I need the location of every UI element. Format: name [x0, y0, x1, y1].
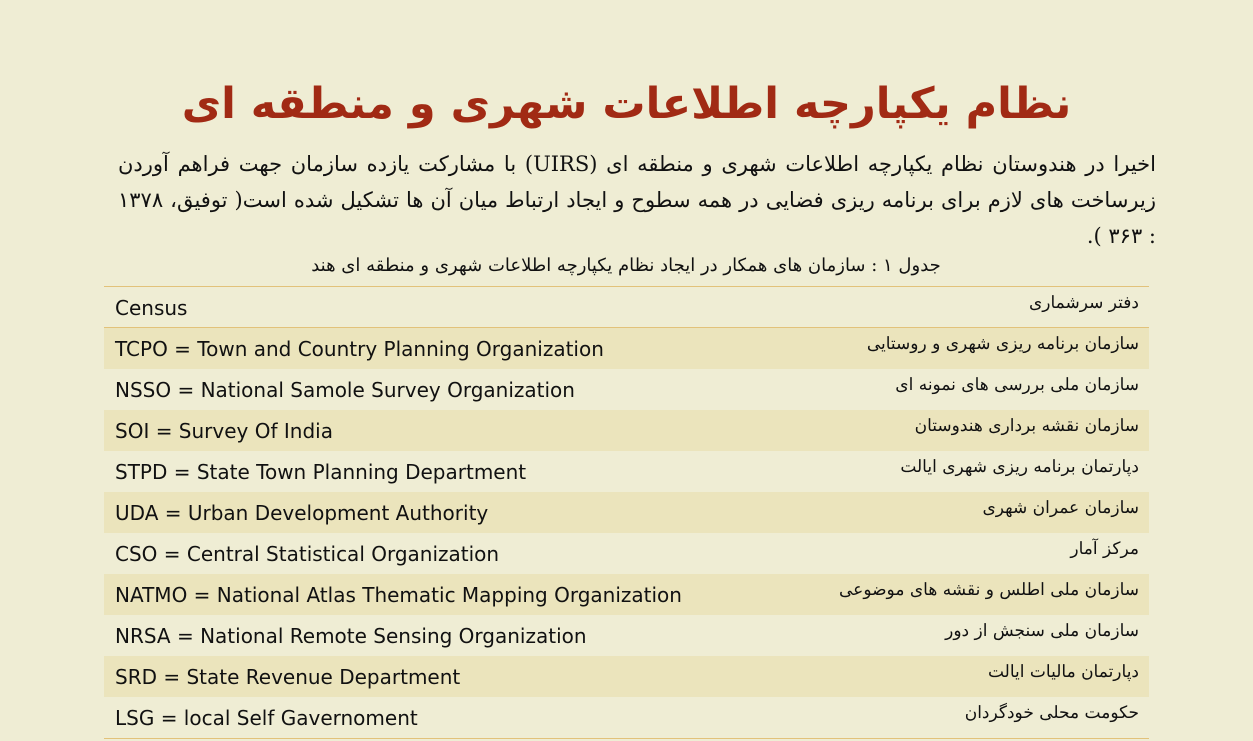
table-caption: جدول ۱ : سازمان های همکار در ایجاد نظام یکپارچه اطلاعات شهری و منطقه ای هند [311, 255, 941, 276]
english-name: NSSO = National Samole Survey Organization [115, 378, 575, 402]
table-row [104, 369, 1149, 410]
table-row [104, 656, 1149, 697]
persian-name: سازمان ملی بررسی های نمونه ای [895, 375, 1139, 395]
table-row [104, 697, 1149, 738]
english-name: TCPO = Town and Country Planning Organization [115, 337, 604, 361]
table-row [104, 328, 1149, 369]
persian-name: سازمان نقشه برداری هندوستان [914, 416, 1139, 436]
english-name: UDA = Urban Development Authority [115, 501, 489, 525]
table-row [104, 410, 1149, 451]
english-name: Census [115, 296, 188, 320]
persian-name: مرکز آمار [1070, 539, 1139, 559]
english-name: SRD = State Revenue Department [115, 665, 461, 689]
persian-name: دپارتمان برنامه ریزی شهری ایالت [900, 457, 1139, 477]
persian-name: سازمان ملی سنجش از دور [945, 621, 1139, 641]
english-name: CSO = Central Statistical Organization [115, 542, 500, 566]
persian-name: سازمان ملی اطلس و نقشه های موضوعی [839, 580, 1139, 600]
english-name: NATMO = National Atlas Thematic Mapping Organization [115, 583, 682, 607]
persian-name: دپارتمان مالیات ایالت [987, 662, 1139, 682]
table-row [104, 451, 1149, 492]
english-name: SOI = Survey Of India [115, 419, 333, 443]
table-row [104, 492, 1149, 533]
persian-name: دفتر سرشماری [1028, 293, 1139, 313]
persian-name: سازمان برنامه ریزی شهری و روستایی [866, 334, 1139, 354]
persian-name: سازمان عمران شهری [982, 498, 1139, 518]
organizations-table [104, 286, 1149, 739]
table-row [104, 287, 1149, 328]
page-title: نظام یکپارچه اطلاعات شهری و منطقه ای [181, 79, 1072, 129]
intro-paragraph: اخیرا در هندوستان نظام یکپارچه اطلاعات شهری و منطقه ای (UIRS) با مشارکت یازده سازمان جهت فراهم آوردن زیرساخت های لازم برای برنامه ریزی فضایی در همه سطوح و ایجاد ارتباط میان آن ها تشکیل شده است( توفیق، ۱۳۷۸ : ۳۶۳ ). [118, 152, 1156, 248]
table-row [104, 574, 1149, 615]
persian-name: حکومت محلی خودگردان [964, 703, 1139, 723]
english-name: STPD = State Town Planning Department [115, 460, 527, 484]
english-name: NRSA = National Remote Sensing Organization [115, 624, 587, 648]
table-row [104, 533, 1149, 574]
english-name: LSG = local Self Gavernoment [115, 706, 418, 730]
table-row [104, 615, 1149, 656]
